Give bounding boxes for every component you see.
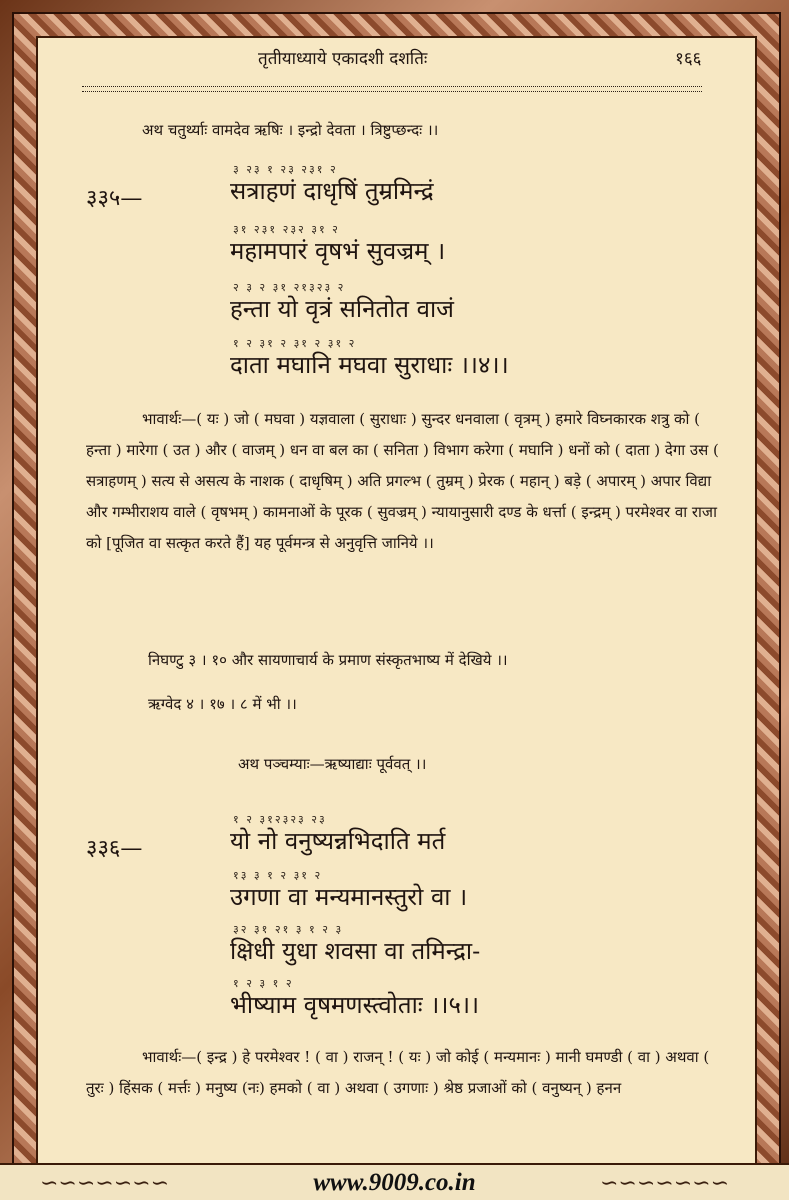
reference-nighantu: निघण्टु ३ । १० और सायणाचार्य के प्रमाण संस्कृतभाष्य में देखिये ।।	[148, 651, 508, 669]
verse-line: महामपारं वृषभं सुवज्रम् ।	[230, 237, 446, 265]
swirl-ornament-icon: ∽∽∽∽∽∽∽	[600, 1171, 730, 1196]
verse-line: यो नो वनुष्यन्नभिदाति मर्त	[230, 827, 446, 855]
footer-band	[0, 1163, 789, 1200]
bhavarth-paragraph: भावार्थः—( यः ) जो ( मघवा ) यज्ञवाला ( सुराधाः ) सुन्दर धनवाला ( वृत्रम् ) हमारे विघ्नकारक शत्रु को ( हन्ता ) मारेगा ( उत ) और ( वाजम् ) धन वा बल का ( सनिता ) विभाग करेगा ( मघानि ) धनों को ( दाता ) देगा उस ( सत्राहणम् ) सत्य से असत्य के नाशक ( दाधृषिम् ) अति प्रगल्भ ( तुम्रम् ) प्रेरक ( महान् ) बड़े ( अपारम् ) अपार विद्या और गम्भीराशय वाले ( वृषभम् ) कामनाओं के पूरक ( सुवज्रम् ) न्यायानुसारी दण्ड के धर्त्ता ( इन्द्रम् ) परमेश्वर वा राजा को [पूजित वा सत्कृत करते हैं] यह पूर्वमन्त्र से अनुवृत्ति जानिये ।।	[86, 410, 719, 552]
verse-accent-marks: ३२ ३१ २१ ३ १ २ ३	[233, 923, 344, 936]
verse-accent-marks: १ २ ३१ २ ३१ २ ३१ २	[233, 337, 357, 350]
verse-line: क्षिधी युधा शवसा वा तमिन्द्रा-	[230, 937, 481, 965]
page-number: १६६	[675, 49, 702, 69]
verse-line: सत्राहणं दाधृषिं तुम्रमिन्द्रं	[230, 177, 434, 205]
verse-accent-marks: २ ३ २ ३१ २१३२३ २	[233, 281, 346, 294]
verse-number-336: ३३६—	[86, 836, 143, 861]
running-header: तृतीयाध्याये एकादशी दशतिः	[258, 49, 428, 69]
verse-accent-marks: १ २ ३ १ २	[233, 977, 294, 990]
verse-line: भीष्याम वृषमणस्त्वोताः ।।५।।	[230, 991, 480, 1019]
verse-335-subtitle: अथ चतुर्थ्याः वामदेव ऋषिः । इन्द्रो देवता । त्रिष्टुप्छन्दः ।।	[142, 121, 439, 139]
verse-accent-marks: १ २ ३१२३२३ २३	[233, 813, 327, 826]
verse-line: हन्ता यो वृत्रं सनितोत वाजं	[230, 295, 454, 323]
verse-line: उगणा वा मन्यमानस्तुरो वा ।	[230, 883, 468, 911]
reference-rigveda: ऋग्वेद ४ । १७ । ८ में भी ।।	[148, 695, 297, 713]
book-page	[36, 36, 757, 1165]
website-watermark[interactable]: www.9009.co.in	[313, 1169, 476, 1196]
verse-number-335: ३३५—	[86, 186, 143, 211]
swirl-ornament-icon: ∽∽∽∽∽∽∽	[40, 1171, 170, 1196]
verse-accent-marks: ३ २३ १ २३ २३१ २	[233, 163, 338, 176]
verse-336-subtitle: अथ पञ्चम्याः—ऋष्याद्याः पूर्ववत् ।।	[238, 755, 427, 773]
header-divider	[82, 86, 702, 92]
verse-line: दाता मघानि मघवा सुराधाः ।।४।।	[230, 351, 509, 379]
bhavarth-paragraph-2: भावार्थः—( इन्द्र ) हे परमेश्वर ! ( वा ) राजन् ! ( यः ) जो कोई ( मन्यमानः ) मानी घमण्डी ( वा ) अथवा ( तुरः ) हिंसक ( मर्त्तः ) मनुष्य (नः) हमको ( वा ) अथवा ( उगणाः ) श्रेष्ठ प्रजाओं को ( वनुष्यन् ) हनन	[86, 1048, 710, 1097]
verse-accent-marks: ३१ २३१ २३२ ३१ २	[233, 223, 340, 236]
verse-accent-marks: १३ ३ १ २ ३१ २	[233, 869, 323, 882]
